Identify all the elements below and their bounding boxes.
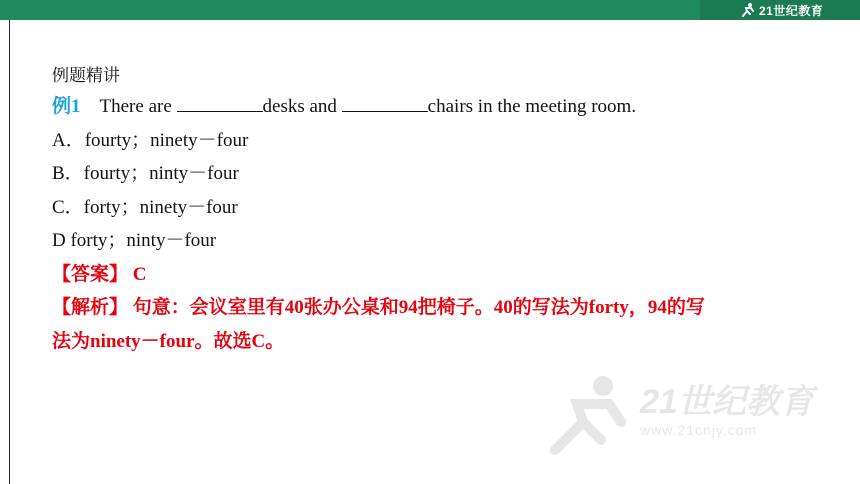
option-a: A．fourty；ninety－four — [52, 129, 249, 151]
section-heading: 例题精讲 — [52, 66, 120, 86]
watermark — [545, 370, 845, 460]
brand-logo — [740, 1, 823, 19]
example-label: 例1 — [52, 96, 81, 117]
example-content — [52, 62, 832, 358]
answer-label: 【答案】 — [52, 263, 129, 285]
option-d: D forty；ninty－four — [52, 230, 217, 251]
analysis-block — [52, 291, 832, 358]
option-b: B．fourty；ninty－four — [52, 163, 239, 184]
left-border-line — [9, 20, 10, 484]
option-c: C．forty；ninety－four — [52, 196, 238, 218]
analysis-label: 【解析】 — [52, 297, 129, 318]
question-text-2: desks and — [262, 96, 342, 117]
question-text-1: There are — [99, 96, 177, 117]
analysis-line-1: 句意：会议室里有40张办公桌和94把椅子。40的写法为forty，94的写 — [128, 297, 705, 318]
question-line — [52, 90, 832, 124]
answer-line — [52, 258, 832, 292]
answer-blank-1 — [177, 95, 263, 112]
watermark-text: 21世纪教育 — [640, 383, 814, 421]
answer-blank-2 — [342, 95, 428, 112]
question-text-3: chairs in the meeting room. — [427, 96, 637, 117]
runner-logo-icon — [740, 2, 756, 18]
watermark-url: www.21cnjy.com — [640, 422, 758, 438]
answer-value: C — [128, 263, 147, 285]
analysis-line-2: 法为ninety－four。故选C。 — [52, 330, 285, 352]
brand-logo-text: 21世纪教育 — [759, 3, 824, 18]
watermark-runner-icon — [545, 370, 635, 460]
